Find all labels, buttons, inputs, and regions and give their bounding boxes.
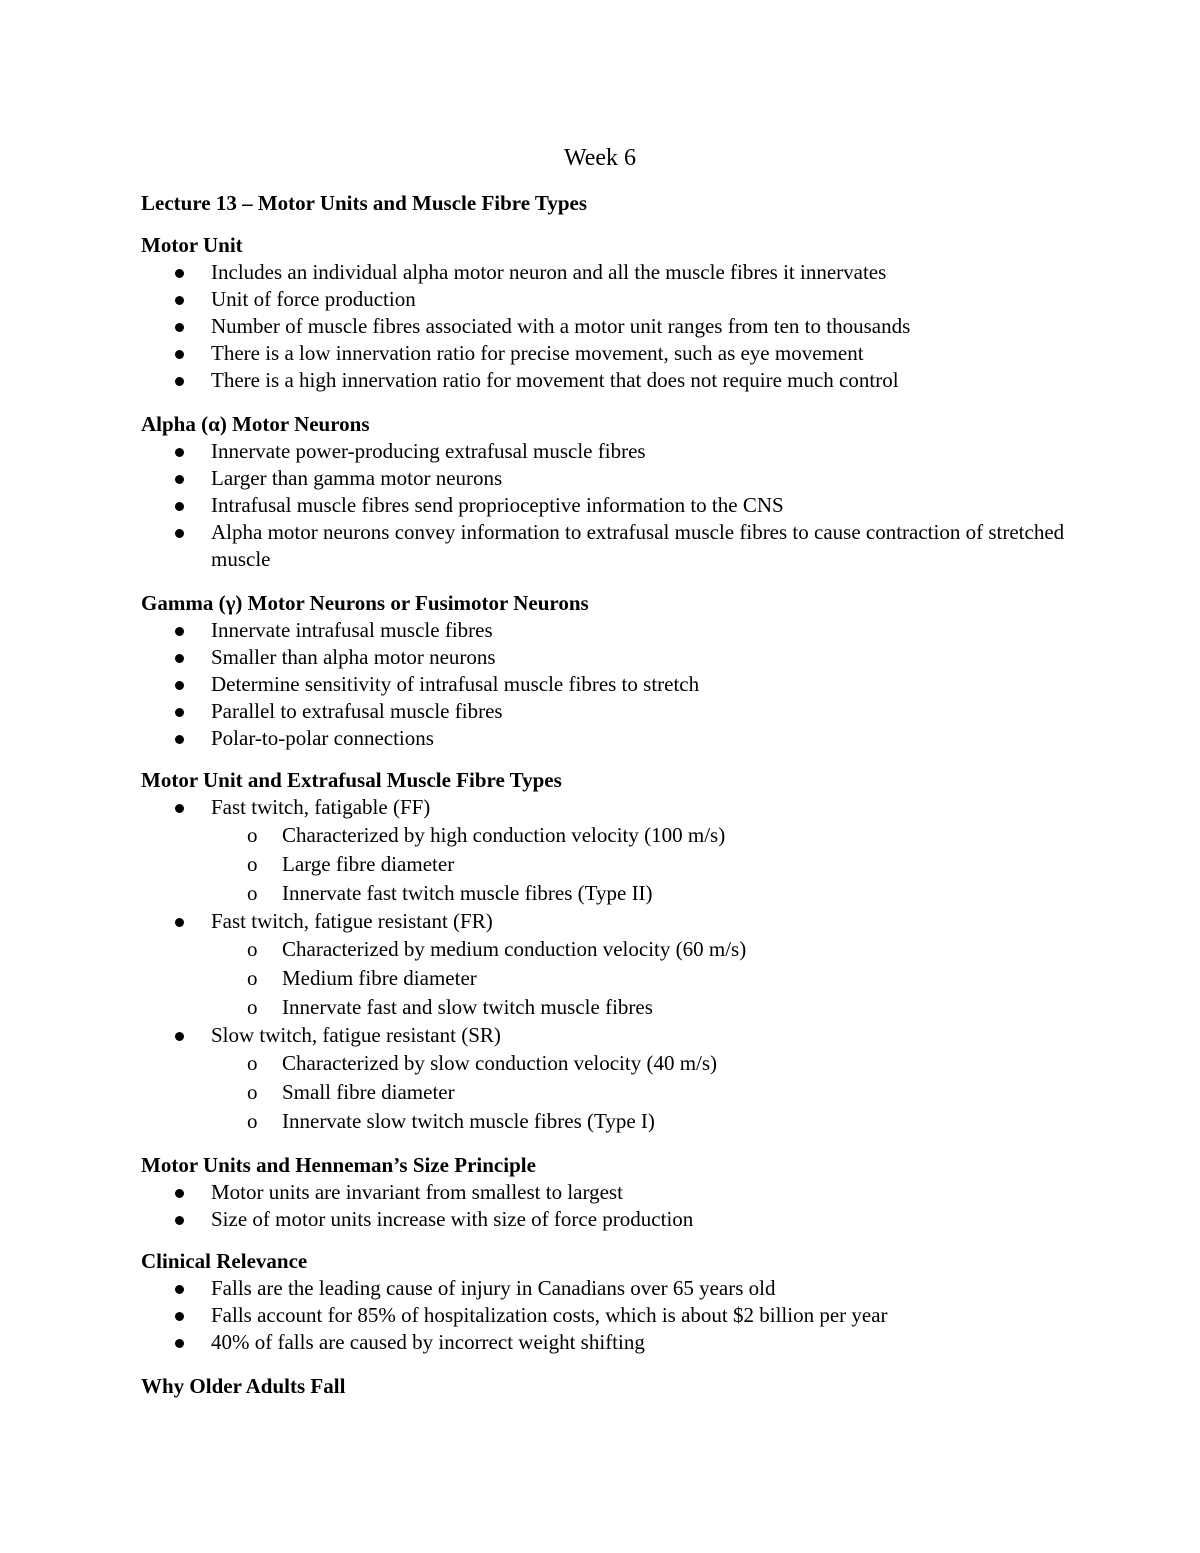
- bullet-icon: [175, 377, 184, 386]
- section-heading: Motor Unit: [141, 233, 243, 257]
- sub-list: [211, 821, 1081, 908]
- bullet-icon: [175, 918, 184, 927]
- bullet-icon: [175, 804, 184, 813]
- list-item-text: Intrafusal muscle fibres send proprioceptive information to the CNS: [211, 493, 784, 517]
- bullet-icon: [175, 269, 184, 278]
- section-heading: Motor Units and Henneman’s Size Principle: [141, 1153, 536, 1177]
- section-fibre-types: [141, 766, 1081, 1136]
- list-item: [141, 1302, 1081, 1329]
- list-item-text: Polar-to-polar connections: [211, 726, 434, 750]
- circle-bullet-icon: o: [247, 966, 258, 990]
- bullet-icon: [175, 681, 184, 690]
- page-title: Week 6: [563, 145, 637, 171]
- list-item: [141, 794, 1081, 908]
- list-item-text: Alpha motor neurons convey information to extrafusal muscle fibres to cause contraction of stretched muscle: [211, 520, 1065, 571]
- section-motor-unit: [141, 231, 1081, 394]
- list-item-text: Falls account for 85% of hospitalization costs, which is about $2 billion per year: [211, 1303, 888, 1327]
- section-heading: Gamma (γ) Motor Neurons or Fusimotor Neurons: [141, 591, 589, 615]
- bullet-icon: [175, 708, 184, 717]
- list-item-text: Slow twitch, fatigue resistant (SR): [211, 1023, 501, 1047]
- list-item: [141, 1275, 1081, 1302]
- list-item: [141, 492, 1081, 519]
- list-item-text: Number of muscle fibres associated with a motor unit ranges from ten to thousands: [211, 314, 911, 338]
- sub-list-item-text: Innervate fast and slow twitch muscle fibres: [282, 995, 653, 1019]
- lecture-title: Lecture 13 – Motor Units and Muscle Fibre Types: [141, 191, 588, 215]
- bullet-list: [141, 259, 1081, 394]
- list-item-text: Smaller than alpha motor neurons: [211, 645, 496, 669]
- list-item: [141, 671, 1081, 698]
- list-item: [141, 698, 1081, 725]
- bullet-list: [141, 617, 1081, 752]
- bullet-icon: [175, 1216, 184, 1225]
- sub-list-item-text: Characterized by medium conduction velocity (60 m/s): [282, 937, 747, 961]
- bullet-icon: [175, 654, 184, 663]
- bullet-icon: [175, 1339, 184, 1348]
- list-item-text: 40% of falls are caused by incorrect weight shifting: [211, 1330, 645, 1354]
- sub-list-item: [211, 821, 1081, 850]
- bullet-icon: [175, 502, 184, 511]
- list-item-text: Unit of force production: [211, 287, 416, 311]
- list-item-text: Parallel to extrafusal muscle fibres: [211, 699, 503, 723]
- list-item: [141, 519, 1081, 573]
- sub-list-item-text: Characterized by high conduction velocity (100 m/s): [282, 823, 726, 847]
- bullet-icon: [175, 529, 184, 538]
- list-item-text: Larger than gamma motor neurons: [211, 466, 503, 490]
- circle-bullet-icon: o: [247, 1109, 258, 1133]
- list-item: [141, 1179, 1081, 1206]
- list-item-text: Fast twitch, fatigue resistant (FR): [211, 909, 493, 933]
- list-item: [141, 1329, 1081, 1356]
- sub-list-item: [211, 879, 1081, 908]
- bullet-icon: [175, 1189, 184, 1198]
- section-heading: Why Older Adults Fall: [141, 1374, 346, 1398]
- list-item: [141, 617, 1081, 644]
- bullet-icon: [175, 1032, 184, 1041]
- circle-bullet-icon: o: [247, 881, 258, 905]
- list-item: [141, 725, 1081, 752]
- sub-list: [211, 935, 1081, 1022]
- sub-list: [211, 1049, 1081, 1136]
- list-item-text: Motor units are invariant from smallest to largest: [211, 1180, 623, 1204]
- list-item: [141, 259, 1081, 286]
- list-item-text: Size of motor units increase with size of force production: [211, 1207, 694, 1231]
- list-item-text: There is a low innervation ratio for precise movement, such as eye movement: [211, 341, 864, 365]
- list-item: [141, 908, 1081, 1022]
- section-alpha-motor-neurons: [141, 410, 1081, 573]
- bullet-icon: [175, 1285, 184, 1294]
- bullet-icon: [175, 350, 184, 359]
- section-heading: Alpha (α) Motor Neurons: [141, 412, 370, 436]
- list-item-text: Determine sensitivity of intrafusal muscle fibres to stretch: [211, 672, 700, 696]
- list-item: [141, 340, 1081, 367]
- bullet-list: [141, 794, 1081, 1136]
- section-clinical-relevance: [141, 1247, 1081, 1356]
- circle-bullet-icon: o: [247, 937, 258, 961]
- section-size-principle: [141, 1151, 1081, 1233]
- sub-list-item: [211, 993, 1081, 1022]
- sub-list-item: [211, 935, 1081, 964]
- bullet-list: [141, 1179, 1081, 1233]
- sub-list-item: [211, 964, 1081, 993]
- sub-list-item-text: Innervate fast twitch muscle fibres (Type II): [282, 881, 653, 905]
- section-gamma-motor-neurons: [141, 589, 1081, 752]
- circle-bullet-icon: o: [247, 1080, 258, 1104]
- sub-list-item: [211, 1049, 1081, 1078]
- list-item: [141, 313, 1081, 340]
- list-item: [141, 286, 1081, 313]
- circle-bullet-icon: o: [247, 852, 258, 876]
- sub-list-item: [211, 1107, 1081, 1136]
- list-item-text: Innervate intrafusal muscle fibres: [211, 618, 493, 642]
- section-heading: Clinical Relevance: [141, 1249, 308, 1273]
- sub-list-item-text: Characterized by slow conduction velocity (40 m/s): [282, 1051, 718, 1075]
- sub-list-item-text: Small fibre diameter: [282, 1080, 455, 1104]
- bullet-icon: [175, 475, 184, 484]
- circle-bullet-icon: o: [247, 823, 258, 847]
- list-item: [141, 438, 1081, 465]
- sub-list-item-text: Large fibre diameter: [282, 852, 455, 876]
- bullet-list: [141, 1275, 1081, 1356]
- list-item: [141, 644, 1081, 671]
- list-item: [141, 1206, 1081, 1233]
- list-item: [141, 1022, 1081, 1136]
- section-why-older-adults-fall: [141, 1372, 1081, 1400]
- sub-list-item: [211, 1078, 1081, 1107]
- bullet-icon: [175, 323, 184, 332]
- list-item-text: Fast twitch, fatigable (FF): [211, 795, 431, 819]
- list-item-text: Includes an individual alpha motor neuron and all the muscle fibres it innervates: [211, 260, 887, 284]
- bullet-icon: [175, 735, 184, 744]
- sub-list-item-text: Innervate slow twitch muscle fibres (Type I): [282, 1109, 655, 1133]
- bullet-icon: [175, 627, 184, 636]
- bullet-icon: [175, 296, 184, 305]
- list-item-text: There is a high innervation ratio for movement that does not require much control: [211, 368, 899, 392]
- circle-bullet-icon: o: [247, 995, 258, 1019]
- sub-list-item: [211, 850, 1081, 879]
- list-item: [141, 367, 1081, 394]
- list-item-text: Innervate power-producing extrafusal muscle fibres: [211, 439, 646, 463]
- bullet-icon: [175, 448, 184, 457]
- bullet-icon: [175, 1312, 184, 1321]
- sub-list-item-text: Medium fibre diameter: [282, 966, 477, 990]
- section-heading: Motor Unit and Extrafusal Muscle Fibre Types: [141, 768, 562, 792]
- list-item-text: Falls are the leading cause of injury in Canadians over 65 years old: [211, 1276, 776, 1300]
- circle-bullet-icon: o: [247, 1051, 258, 1075]
- list-item: [141, 465, 1081, 492]
- bullet-list: [141, 438, 1081, 573]
